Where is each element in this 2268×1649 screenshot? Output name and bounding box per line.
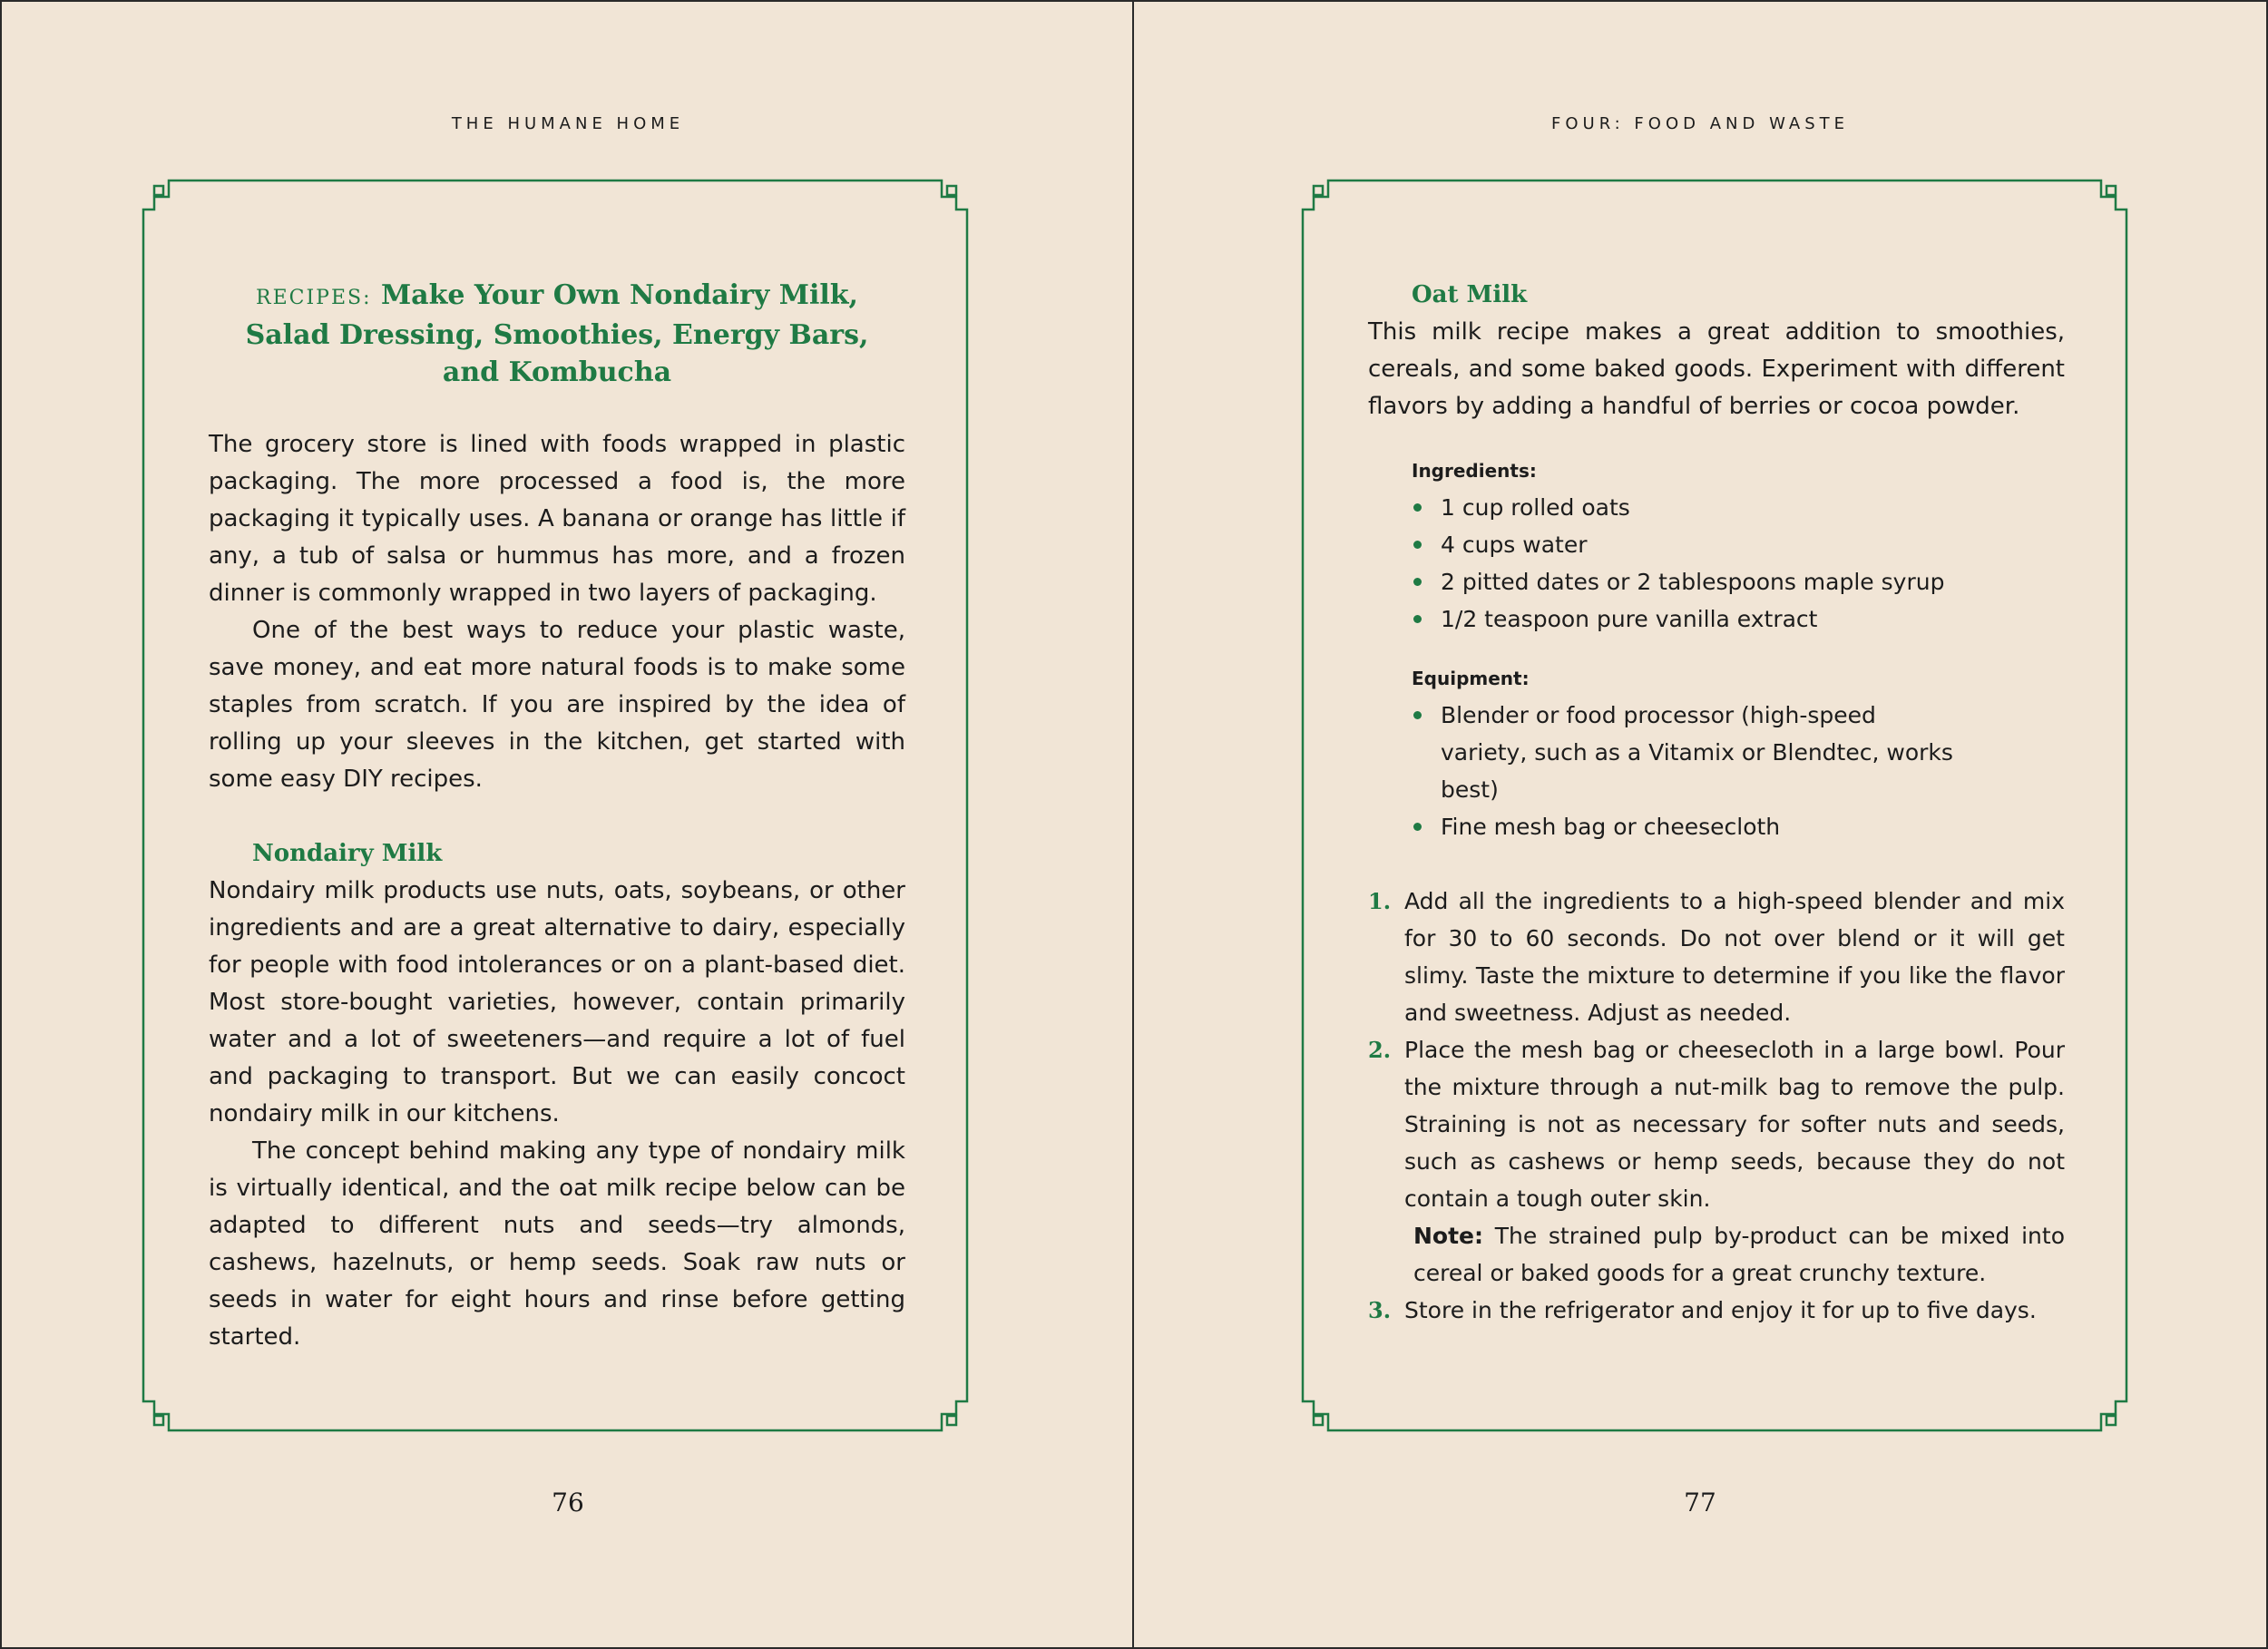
step-text: Store in the refrigerator and enjoy it for up to five days. <box>1404 1297 2037 1323</box>
right-body <box>1368 277 2065 1329</box>
ingredients-label: Ingredients: <box>1412 460 1537 482</box>
instructions-list <box>1368 883 2065 1329</box>
ornamental-frame <box>142 179 969 1432</box>
equipment-list <box>1368 697 2065 845</box>
note <box>1404 1217 2065 1292</box>
list-item: 2 pitted dates or 2 tablespoons maple syrup <box>1368 563 2065 600</box>
step-number: 2. <box>1368 1037 1392 1063</box>
list-item: Fine mesh bag or cheesecloth <box>1368 808 2065 845</box>
list-item: 1/2 teaspoon pure vanilla extract <box>1368 600 2065 638</box>
step-item <box>1368 1031 2065 1292</box>
bullet-icon <box>1413 711 1422 719</box>
ornamental-frame <box>1301 179 2128 1432</box>
ingredients-list <box>1368 489 2065 638</box>
bullet-icon <box>1413 578 1422 586</box>
left-body <box>209 426 905 1356</box>
list-item: 1 cup rolled oats <box>1368 489 2065 526</box>
right-page <box>1134 0 2268 1649</box>
step-text: Add all the ingredients to a high-speed blender and mix for 30 to 60 seconds. Do not over blend or it will get slimy. Taste the mixture to determine if you like the flavor and sweetness. Adjust as needed. <box>1404 888 2065 1026</box>
running-head: THE HUMANE HOME <box>451 114 685 133</box>
oat-milk-intro: This milk recipe makes a great addition to smoothies, cereals, and some baked goods. Experiment with different flavors by adding a handful of berries or cocoa powder. <box>1368 318 2065 420</box>
milk-paragraph-2: The concept behind making any type of nondairy milk is virtually identical, and the oat milk recipe below can be adapted to different nuts and seeds—try almonds, cashews, hazelnuts, or hemp seeds. Soak raw nuts or seeds in water for eight hours and rinse before getting started. <box>209 1137 905 1351</box>
bullet-icon <box>1413 823 1422 831</box>
bullet-icon <box>1413 615 1422 623</box>
step-number: 3. <box>1368 1297 1392 1323</box>
equipment-label: Equipment: <box>1412 668 1530 689</box>
nondairy-milk-subhead: Nondairy Milk <box>252 840 443 867</box>
intro-paragraph-2: One of the best ways to reduce your plastic waste, save money, and eat more natural foods is to make some staples from scratch. If you are inspired by the idea of rolling up your sleeves in the kitchen, get started with some easy DIY recipes. <box>209 617 905 793</box>
heading-line-2: Salad Dressing, Smoothies, Energy Bars, <box>245 319 869 351</box>
heading-line-1: Make Your Own Nondairy Milk, <box>380 279 858 311</box>
oat-milk-subhead: Oat Milk <box>1412 281 1528 308</box>
page-number: 76 <box>552 1488 584 1517</box>
bullet-icon <box>1413 503 1422 512</box>
page-number: 77 <box>1684 1488 1716 1517</box>
note-text: The strained pulp by-product can be mixed into cereal or baked goods for a great crunchy texture. <box>1413 1223 2065 1286</box>
step-item <box>1368 1292 2065 1329</box>
step-text: Place the mesh bag or cheesecloth in a large bowl. Pour the mixture through a nut-milk bag to remove the pulp. Straining is not as necessary for softer nuts and seeds, such as cashews or hemp seeds, because they do not contain a tough outer skin. <box>1404 1037 2065 1212</box>
step-number: 1. <box>1368 888 1392 914</box>
intro-paragraph-1: The grocery store is lined with foods wrapped in plastic packaging. The more processed a food is, the more packaging it typically uses. A banana or orange has little if any, a tub of salsa or hummus has more, and a frozen dinner is commonly wrapped in two layers of packaging. <box>209 431 905 607</box>
recipe-kicker: RECIPES: <box>256 287 372 309</box>
milk-paragraph-1: Nondairy milk products use nuts, oats, soybeans, or other ingredients and are a great alternative to dairy, especially for people with food intolerances or on a plant-based diet. Most store-bought varieties, however, contain primarily water and a lot of sweeteners—and require a lot of fuel and packaging to transport. But we can easily concoct nondairy milk in our kitchens. <box>209 877 905 1127</box>
running-head: FOUR: FOOD AND WASTE <box>1551 114 1849 133</box>
list-item: Blender or food processor (high-speed variety, such as a Vitamix or Blendtec, works best) <box>1368 697 2065 808</box>
list-item: 4 cups water <box>1368 526 2065 563</box>
recipe-heading <box>209 277 905 391</box>
note-label: Note: <box>1413 1223 1484 1249</box>
bullet-icon <box>1413 541 1422 549</box>
heading-line-3: and Kombucha <box>442 356 672 388</box>
step-item <box>1368 883 2065 1031</box>
